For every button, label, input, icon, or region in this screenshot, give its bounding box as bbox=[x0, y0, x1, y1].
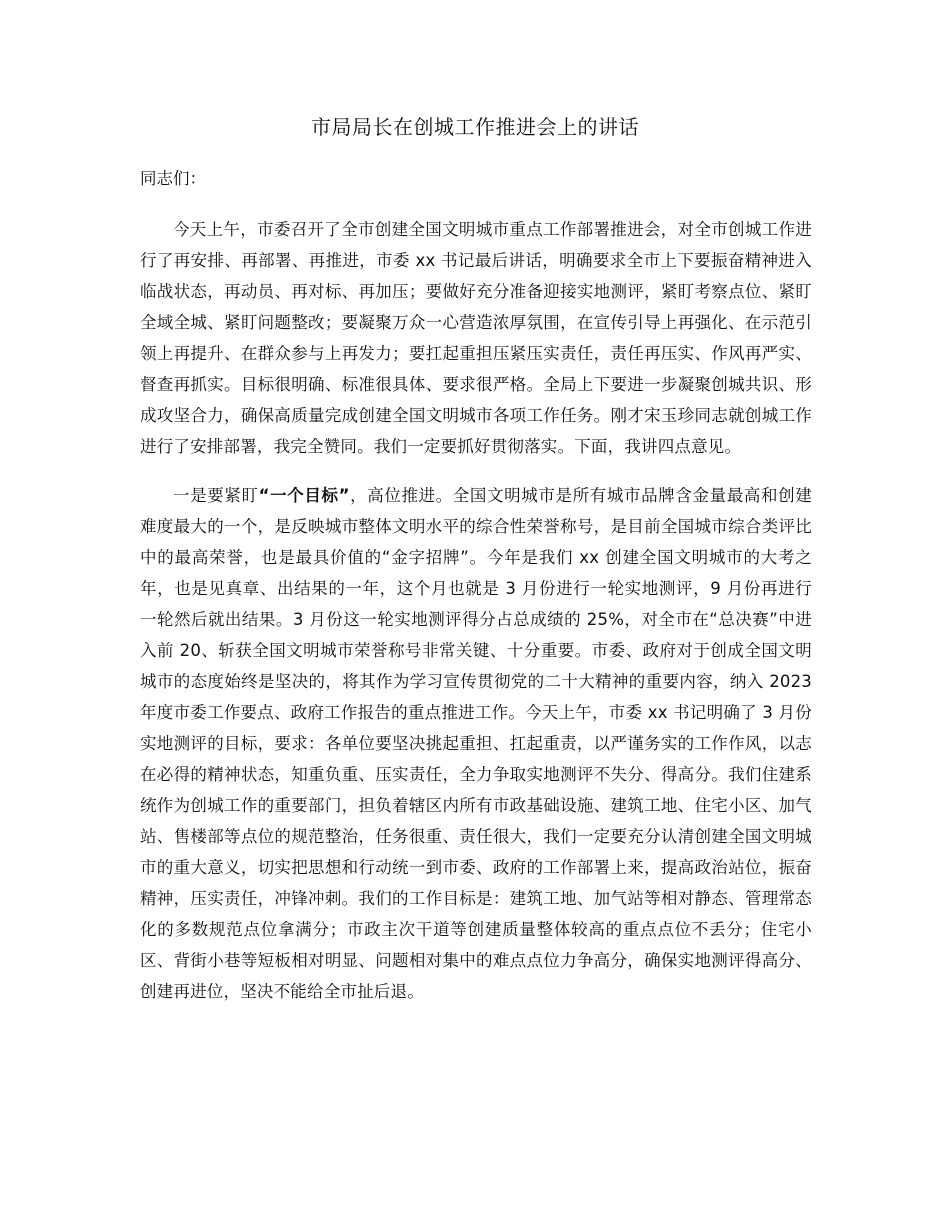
paragraph-2-lead: 一是要紧盯 bbox=[173, 486, 259, 505]
paragraph-2 bbox=[140, 480, 812, 1007]
paragraph-2-bold-term: “一个目标” bbox=[258, 486, 350, 505]
paragraph-2-text: ，高位推进。全国文明城市是所有城市品牌含金量最高和创建难度最大的一个，是反映城市整体文明水平的综合性荣誉称号，是目前全国城市综合类评比中的最高荣誉，也是最具价值的“金字招牌”。今年是我们 xx 创建全国文明城市的大考之年，也是见真章、出结果的一年，这个月也就是 3 月份进行一轮实地测评，9 月份再进行一轮然后就出结果。3 月份这一轮实地测评得分占总成绩的 25%，对全市在“总决赛”中进入前 20、斩获全国文明城市荣誉称号非常关键、十分重要。市委、政府对于创成全国文明城市的态度始终是坚决的，将其作为学习宣传贯彻党的二十大精神的重要内容，纳入 2023 年度市委工作要点、政府工作报告的重点推进工作。今天上午，市委 xx 书记明确了 3 月份实地测评的目标，要求：各单位要坚决挑起重担、扛起重责，以严谨务实的工作作风，以志在必得的精神状态，知重负重、压实责任，全力争取实地测评不失分、得高分。我们住建系统作为创城工作的重要部门，担负着辖区内所有市政基础设施、建筑工地、住宅小区、加气站、售楼部等点位的规范整治，任务很重、责任很大，我们一定要充分认清创建全国文明城市的重大意义，切实把思想和行动统一到市委、政府的工作部署上来，提高政治站位，振奋精神，压实责任，冲锋冲刺。我们的工作目标是：建筑工地、加气站等相对静态、管理常态化的多数规范点位拿满分；市政主次干道等创建质量整体较高的重点点位不丢分；住宅小区、背街小巷等短板相对明显、问题相对集中的难点点位力争高分，确保实地测评得高分、创建再进位，坚决不能给全市扯后退。 bbox=[140, 486, 812, 1001]
paragraph-1: 今天上午，市委召开了全市创建全国文明城市重点工作部署推进会，对全市创城工作进行了再安排、再部署、再推进，市委 xx 书记最后讲话，明确要求全市上下要振奋精神进入临战状态，再动员、再对标、再加压；要做好充分准备迎接实地测评，紧盯考察点位、紧盯全域全城、紧盯问题整改；要凝聚万众一心营造浓厚氛围，在宣传引导上再强化、在示范引领上再提升、在群众参与上再发力；要扛起重担压紧压实责任，责任再压实、作风再严实、督查再抓实。目标很明确、标准很具体、要求很严格。全局上下要进一步凝聚创城共识、形成攻坚合力，确保高质量完成创建全国文明城市各项工作任务。刚才宋玉珍同志就创城工作进行了安排部署，我完全赞同。我们一定要抓好贯彻落实。下面，我讲四点意见。 bbox=[140, 220, 812, 456]
page-title: 市局局长在创城工作推进会上的讲话 bbox=[311, 115, 639, 139]
document-body bbox=[140, 163, 812, 1025]
salutation: 同志们： bbox=[140, 169, 206, 188]
